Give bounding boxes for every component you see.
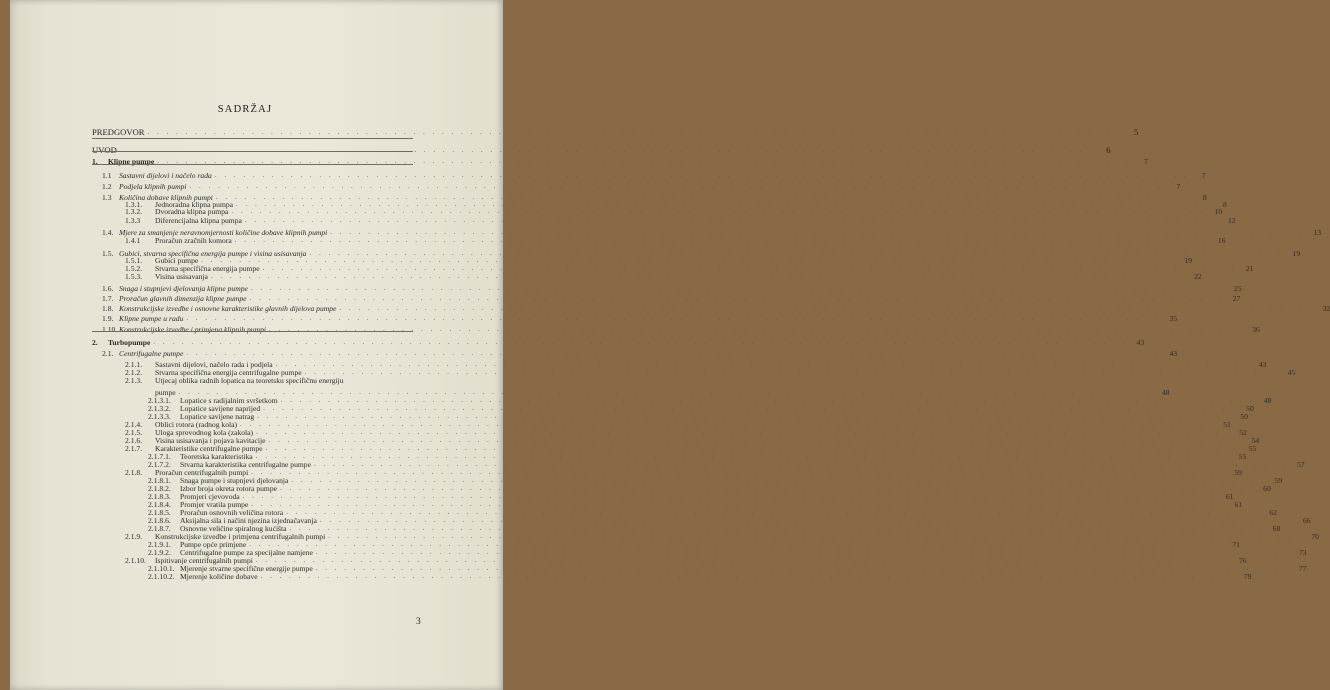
toc-entry-title: Teoretska karakteristika: [180, 452, 253, 461]
toc-entry-title: Centrifugalne pumpe: [119, 349, 184, 358]
toc-entry-title: Karakteristike centrifugalne pumpe: [155, 444, 263, 453]
toc-entry-title: Gubici, stvarna specifična energija pumpe i visina usisavanja: [119, 249, 307, 258]
toc-entry-number: 2.1.2.: [125, 368, 143, 377]
toc-entry-page: 48: [1263, 396, 1272, 405]
toc-entry-title: PREDGOVOR: [92, 127, 145, 137]
toc-entry: [125, 207, 1223, 216]
toc-entry-page: 27: [1232, 294, 1241, 303]
toc-entry-number: 1.10.: [102, 325, 118, 334]
toc-entry-title: Visina usisavanja: [155, 272, 208, 281]
toc-entry-title: Mjerenje stvarne specifične energije pumpe: [180, 564, 313, 573]
toc-entry-number: 2.1.8.3.: [148, 492, 171, 501]
toc-entry-page: 62: [1269, 508, 1277, 517]
toc-entry-page: 52: [1239, 428, 1247, 437]
toc-entry-page: 71: [1232, 540, 1240, 549]
toc-entry-title: Snaga pumpe i stupnjevi djelovanja: [180, 476, 289, 485]
dot-leader: [235, 236, 1209, 245]
toc-entry-page: 19: [1184, 256, 1192, 265]
toc-entry-number: 1.5.3.: [125, 272, 143, 281]
table-of-contents: [10, 0, 1330, 690]
toc-entry-page: 8: [1202, 193, 1207, 202]
toc-entry-title: Gubici pumpe: [155, 256, 199, 265]
toc-entry: [125, 272, 1202, 281]
toc-entry-number: 1.5.1.: [125, 256, 143, 265]
toc-entry-number: 2.1.8.1.: [148, 476, 171, 485]
toc-entry-title: Uloga sprovodnog kola (zakola): [155, 428, 254, 437]
toc-entry-page: 25: [1234, 284, 1242, 293]
toc-entry-title: Ispitivanje centrifugalnih pumpi: [155, 556, 253, 565]
dot-leader: [245, 216, 1219, 225]
toc-entry-number: 1.4.1: [125, 236, 141, 245]
toc-entry-number: 2.1.9.2.: [148, 548, 171, 557]
dot-leader: [190, 182, 1164, 191]
toc-entry-title: Klipne pumpe u radu: [119, 314, 184, 323]
toc-entry-number: 2.1.8.2.: [148, 484, 171, 493]
toc-entry-page: 7: [1201, 171, 1206, 180]
toc-entry-title: Mjere za smanjenje neravnomjernosti količine dobave klipnih pumpi: [119, 228, 328, 237]
toc-entry: [102, 294, 1241, 303]
toc-entry-title: Snaga i stupnjevi djelovanja klipne pumpe: [119, 284, 248, 293]
toc-entry-number: 2.1.10.: [125, 556, 146, 565]
toc-entry: [125, 216, 1236, 225]
toc-entry-page: 59: [1274, 476, 1283, 485]
toc-entry-title: Lopatice savijene naprijed: [180, 404, 261, 413]
toc-entry-number: 2.1.8.7.: [148, 524, 171, 533]
toc-entry-number: 2.1.8.6.: [148, 516, 171, 525]
toc-entry-title: Podjela klipnih pumpi: [119, 182, 187, 191]
toc-entry-number: 2.1.10.2.: [148, 572, 175, 581]
toc-entry-number: 2.1.10.1.: [148, 564, 175, 573]
toc-entry-page: 60: [1263, 484, 1271, 493]
toc-entry-number: 1.7.: [102, 294, 114, 303]
toc-entry-number: 1.: [92, 157, 98, 166]
toc-entry-page: 7: [1176, 182, 1181, 191]
dot-leader: [231, 207, 1205, 216]
toc-entry-page: 54: [1251, 436, 1260, 445]
toc-entry-title: UVOD: [92, 145, 117, 155]
toc-entry-page: 16: [1217, 236, 1226, 245]
toc-entry-page: 61: [1234, 500, 1243, 509]
toc-entry-page: 5: [1133, 127, 1139, 137]
toc-entry-title: Centrifugalne pumpe za specijalne namjene: [180, 548, 313, 557]
toc-entry-number: 1.3.2.: [125, 207, 143, 216]
toc-entry-number: 2.1.3.: [125, 376, 143, 385]
toc-entry-title: Sastavni dijelovi, načelo rada i podjela: [155, 360, 273, 369]
toc-entry: [125, 236, 1226, 245]
toc-entry-title: Količina dobave klipnih pumpi: [119, 193, 213, 202]
toc-entry-page: 50: [1240, 412, 1248, 421]
page-number: 3: [416, 617, 421, 627]
toc-entry-page: 66: [1303, 516, 1311, 525]
toc-entry-title: Visina usisavanja i pojava kavitacije: [155, 436, 266, 445]
toc-entry-title: Stvarna specifična energija pumpe: [155, 264, 260, 273]
toc-entry-title: Izbor broja okreta rotora pumpe: [180, 484, 277, 493]
toc-entry-title: Sastavni dijelovi i načelo rada: [119, 171, 212, 180]
toc-entry-title: Diferencijalna klipna pumpa: [155, 216, 242, 225]
dot-leader: [186, 349, 1160, 358]
book-page: [10, 0, 1330, 690]
section-rule: [92, 331, 413, 332]
toc-entry-page: 43: [1169, 349, 1178, 358]
toc-entry-page: 50: [1246, 404, 1254, 413]
toc-entry-page: 13: [1313, 228, 1322, 237]
toc-entry-page: 70: [1311, 532, 1319, 541]
toc-entry-page: 79: [1243, 572, 1252, 581]
toc-entry-title: Lopatice savijene natrag: [180, 412, 255, 421]
toc-entry-number: 2.1.3.3.: [148, 412, 171, 421]
toc-entry: [102, 182, 1181, 191]
toc-entry-page: 77: [1298, 564, 1307, 573]
toc-entry-number: 2.1.8.4.: [148, 500, 171, 509]
toc-entry-page: 68: [1272, 524, 1281, 533]
toc-entry: [148, 572, 1252, 581]
toc-entry-title: Promjer vratila pumpe: [180, 500, 249, 509]
toc-entry-number: 1.5.2.: [125, 264, 143, 273]
toc-entry-number: 2.1.7.2.: [148, 460, 171, 469]
toc-entry: [125, 376, 411, 385]
toc-entry-page: 10: [1214, 207, 1223, 216]
toc-entry: [92, 127, 1139, 137]
toc-entry-number: 2.1.8.5.: [148, 508, 171, 517]
toc-entry-title: Dvoradna klipna pumpa: [155, 207, 229, 216]
toc-entry-page: 12: [1228, 216, 1236, 225]
toc-entry: [102, 325, 1260, 334]
dot-leader: [305, 368, 1279, 377]
toc-entry-number: 2.1.5.: [125, 428, 143, 437]
toc-entry: [102, 284, 1242, 293]
toc-entry-page: 35: [1169, 314, 1178, 323]
toc-entry-page: 6: [1106, 145, 1111, 155]
toc-entry: [102, 304, 1330, 313]
toc-entry-title: Turbopumpe: [108, 338, 151, 347]
toc-entry-page: 21: [1245, 264, 1254, 273]
toc-entry-page: 8: [1222, 200, 1227, 209]
toc-entry-number: 1.3: [102, 193, 112, 202]
dot-leader: [250, 294, 1224, 303]
toc-entry-page: 61: [1225, 492, 1234, 501]
toc-entry-number: 2.1.9.1.: [148, 540, 171, 549]
toc-entry-number: 1.5.: [102, 249, 114, 258]
toc-entry-number: 2.1.1.: [125, 360, 143, 369]
toc-entry-number: 1.4.: [102, 228, 114, 237]
toc-entry-title: Proračun centrifugalnih pumpi: [155, 468, 249, 477]
dot-leader: [261, 572, 1235, 581]
toc-entry-title: pumpe: [155, 388, 176, 397]
toc-entry-title: Proračun osnovnih veličina rotora: [180, 508, 284, 517]
toc-entry-title: Pumpe opće primjene: [180, 540, 247, 549]
toc-entry-title: Proračun glavnih dimenzija klipne pumpe: [119, 294, 247, 303]
dot-leader: [211, 272, 1185, 281]
toc-entry-page: 7: [1144, 157, 1148, 166]
dot-leader: [269, 325, 1243, 334]
toc-entry-page: 76: [1239, 556, 1247, 565]
dot-leader: [215, 171, 1189, 180]
toc-entry-title: Mjerenje količine dobave: [180, 572, 258, 581]
dot-leader: [251, 284, 1225, 293]
toc-entry-title: Promjeri cjevovoda: [180, 492, 240, 501]
toc-entry-page: 19: [1292, 249, 1301, 258]
dot-leader: [148, 128, 1122, 137]
toc-entry-title: Konstrukcijske izvedbe i primjena klipnih pumpi: [119, 325, 266, 334]
toc-entry-number: 2.1.6.: [125, 436, 143, 445]
toc-entry-number: 2.1.7.: [125, 444, 143, 453]
toc-entry-page: 22: [1194, 272, 1202, 281]
toc-entry-title: Osnovne veličine spiralnog kućišta: [180, 524, 287, 533]
toc-entry-title: Konstrukcijske izvedbe i osnovne karakteristike glavnih dijelova pumpe: [119, 304, 337, 313]
section-rule: [92, 151, 413, 152]
toc-heading: SADRŽAJ: [217, 104, 273, 115]
toc-entry-number: 1.8.: [102, 304, 114, 313]
toc-entry-page: 36: [1252, 325, 1260, 334]
dot-leader: [339, 304, 1313, 313]
toc-entry-number: 2.1.3.2.: [148, 404, 171, 413]
toc-entry-number: 1.9.: [102, 314, 114, 323]
toc-entry-page: 43: [1136, 338, 1145, 347]
toc-entry-page: 73: [1299, 548, 1307, 557]
toc-entry-page: 55: [1248, 444, 1257, 453]
toc-entry-page: 59: [1234, 468, 1242, 477]
toc-entry-number: 2.1.8.: [125, 468, 143, 477]
toc-entry-number: 1.3.3: [125, 216, 141, 225]
toc-entry-title: Oblici rotora (radnog kola): [155, 420, 238, 429]
toc-entry: [92, 338, 1145, 347]
toc-entry: [102, 171, 1206, 180]
toc-entry-title: Klipne pumpe: [108, 157, 155, 166]
toc-entry-number: 2.: [92, 338, 98, 347]
toc-entry-number: 2.1.3.1.: [148, 396, 171, 405]
toc-entry-page: 32: [1322, 304, 1330, 313]
toc-entry: [102, 349, 1178, 358]
toc-entry: [102, 314, 1178, 323]
toc-entry-number: 2.1.4.: [125, 420, 143, 429]
toc-entry-page: 51: [1223, 420, 1231, 429]
toc-entry-title: Utjecaj oblika radnih lopatica na teoretsku specifičnu energiju: [155, 376, 344, 385]
toc-entry-title: Stvarna specifična energija centrifugalne pumpe: [155, 368, 302, 377]
toc-entry-number: 2.1.9.: [125, 532, 143, 541]
toc-entry-page: 57: [1297, 460, 1305, 469]
toc-entry-title: Aksijalna sila i načini njezina izjednačavanja: [180, 516, 317, 525]
toc-entry-number: 1.2: [102, 182, 112, 191]
toc-entry-title: Konstrukcijske izvedbe i primjena centrifugalnih pumpi: [155, 532, 326, 541]
toc-entry-page: 55: [1238, 452, 1247, 461]
toc-entry-title: Jednoradna klipna pumpa: [155, 200, 234, 209]
toc-entry-title: Stvarna karakteristika centrifugalne pumpe: [180, 460, 311, 469]
toc-entry-page: 45: [1287, 368, 1296, 377]
toc-entry-number: 2.1.7.1.: [148, 452, 171, 461]
section-rule: [92, 138, 413, 139]
toc-entry-number: 1.3.1.: [125, 200, 143, 209]
toc-entry-number: 1.1: [102, 171, 112, 180]
toc-entry-title: Lopatice s radijalnim svršetkom: [180, 396, 278, 405]
toc-entry-title: Proračun zračnih komora: [155, 236, 232, 245]
toc-entry-number: 2.1.: [102, 349, 114, 358]
toc-entry-number: 1.6.: [102, 284, 114, 293]
toc-entry-page: 43: [1258, 360, 1267, 369]
toc-entry-page: 48: [1161, 388, 1170, 397]
section-rule: [92, 164, 413, 165]
dot-leader: [186, 314, 1160, 323]
dot-leader: [153, 338, 1127, 347]
